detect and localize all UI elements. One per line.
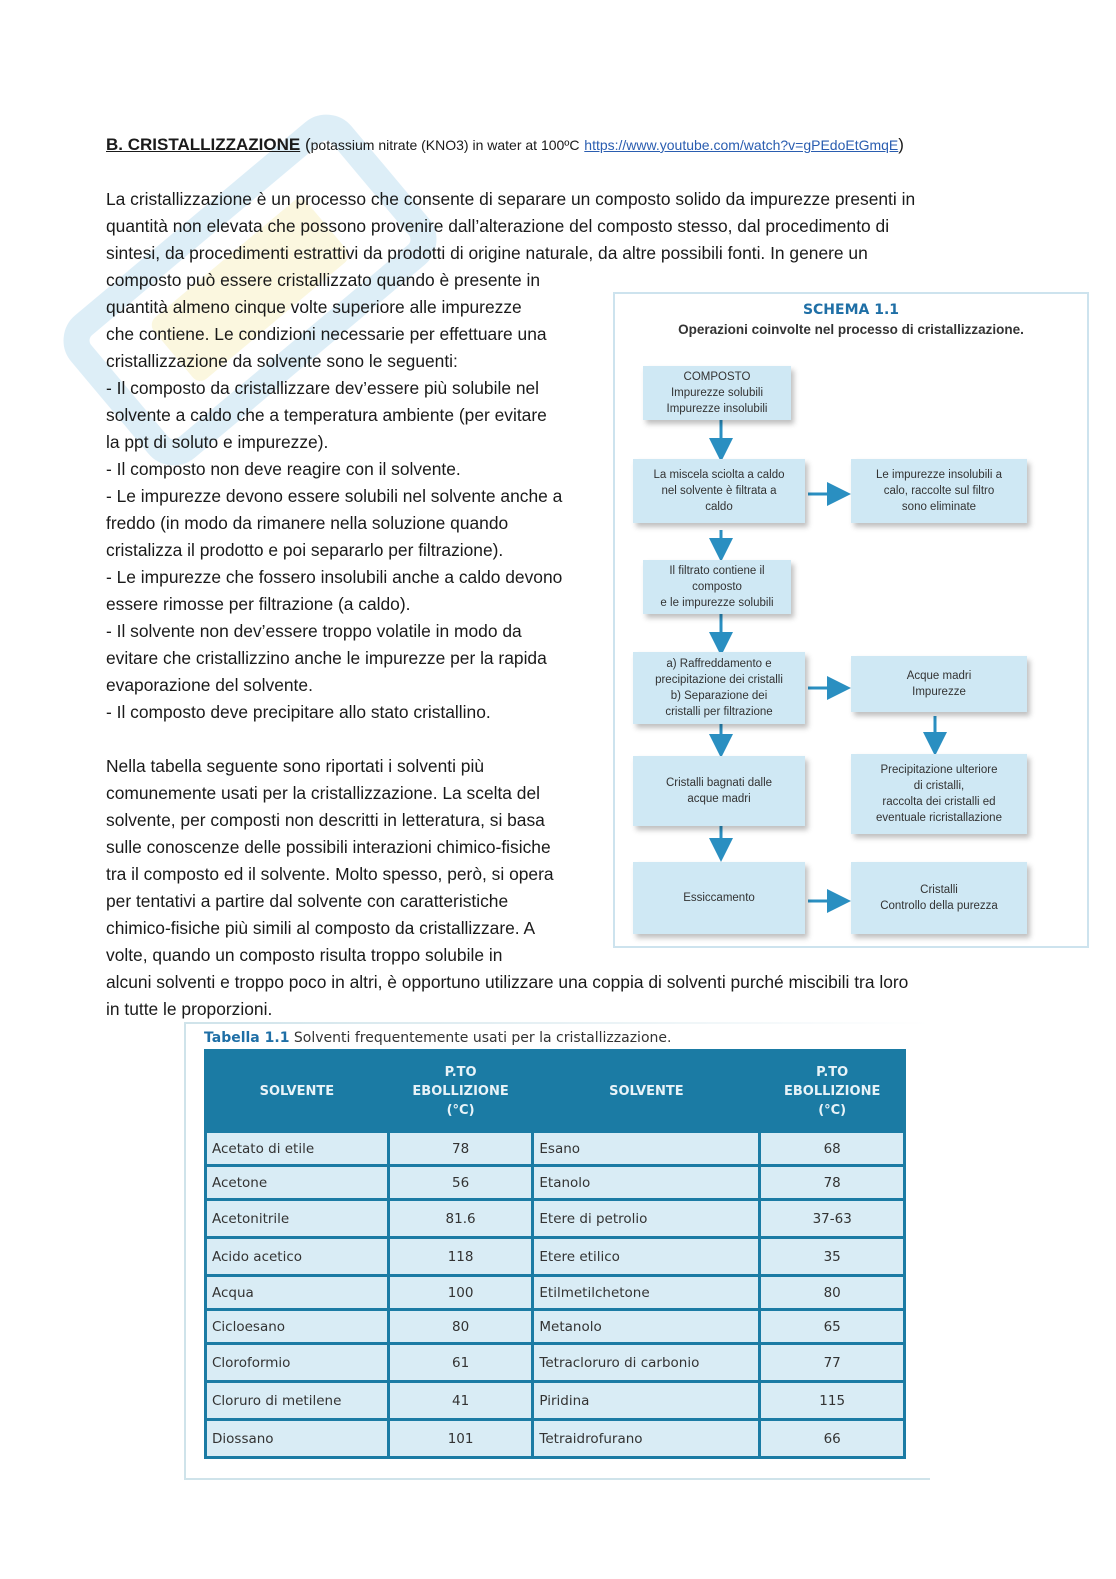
header-solvent-2: SOLVENTE bbox=[533, 1051, 760, 1132]
boiling-point-cell: 80 bbox=[760, 1276, 905, 1310]
header-solvent-1: SOLVENTE bbox=[206, 1051, 389, 1132]
schema-box-wet-crystals: Cristalli bagnati dalle acque madri bbox=[633, 756, 805, 826]
solvent-name-cell: Cloruro di metilene bbox=[206, 1382, 389, 1420]
table-caption-label: Tabella 1.1 bbox=[204, 1030, 290, 1046]
boiling-point-cell: 80 bbox=[388, 1310, 533, 1344]
table-row bbox=[206, 1166, 905, 1200]
section-title: B. CRISTALLIZZAZIONE bbox=[106, 135, 301, 154]
text-line: quantità non elevata che possono provenire dall’alterazione del composto stesso, dal procedimento di bbox=[106, 216, 890, 236]
solvent-name-cell: Cicloesano bbox=[206, 1310, 389, 1344]
boiling-point-cell: 37-63 bbox=[760, 1200, 905, 1238]
text-line: essere rimosse per filtrazione (a caldo). bbox=[106, 594, 411, 614]
schema-box-purity-check: Cristalli Controllo della purezza bbox=[851, 862, 1027, 934]
table-row bbox=[206, 1382, 905, 1420]
open-paren: ( bbox=[304, 135, 311, 154]
text-line: La cristallizzazione è un processo che consente di separare un composto solido da impurezze presenti in bbox=[106, 189, 916, 209]
solvent-name-cell: Acido acetico bbox=[206, 1238, 389, 1276]
crystallization-schema bbox=[613, 292, 1089, 948]
table-row bbox=[206, 1238, 905, 1276]
text-line: che contiene. Le condizioni necessarie per effettuare una bbox=[106, 324, 547, 344]
solvent-table-figure bbox=[184, 1022, 930, 1480]
schema-box-further-precipitation: Precipitazione ulteriore di cristalli, raccolta dei cristalli ed eventuale ricristallazione bbox=[851, 754, 1027, 834]
boiling-point-cell: 56 bbox=[388, 1166, 533, 1200]
table-caption bbox=[204, 1030, 671, 1046]
solvent-name-cell: Acetonitrile bbox=[206, 1200, 389, 1238]
header-boiling-1: P.TO EBOLLIZIONE (°C) bbox=[388, 1051, 533, 1132]
solvent-name-cell: Acetato di etile bbox=[206, 1132, 389, 1166]
solvent-name-cell: Etilmetilchetone bbox=[533, 1276, 760, 1310]
text-line: cristallizzazione da solvente sono le seguenti: bbox=[106, 351, 458, 371]
boiling-point-cell: 66 bbox=[760, 1420, 905, 1458]
boiling-point-cell: 61 bbox=[388, 1344, 533, 1382]
boiling-point-cell: 41 bbox=[388, 1382, 533, 1420]
video-link[interactable]: https://www.youtube.com/watch?v=gPEdoEtGmqE bbox=[584, 137, 899, 153]
schema-title: SCHEMA 1.1 bbox=[802, 302, 900, 318]
text-line: - Le impurezze che fossero insolubili anche a caldo devono bbox=[106, 567, 563, 587]
boiling-point-cell: 78 bbox=[388, 1132, 533, 1166]
solvent-name-cell: Acqua bbox=[206, 1276, 389, 1310]
solvent-name-cell: Etere di petrolio bbox=[533, 1200, 760, 1238]
solvent-name-cell: Diossano bbox=[206, 1420, 389, 1458]
schema-box-compound: COMPOSTO Impurezze solubili Impurezze insolubili bbox=[643, 366, 791, 420]
text-line: Nella tabella seguente sono riportati i solventi più bbox=[106, 756, 484, 776]
boiling-point-cell: 65 bbox=[760, 1310, 905, 1344]
text-line: per tentativi a partire dal solvente con caratteristiche bbox=[106, 891, 509, 911]
solvent-name-cell: Esano bbox=[533, 1132, 760, 1166]
text-line: - Il composto deve precipitare allo stato cristallino. bbox=[106, 702, 491, 722]
text-line: evaporazione del solvente. bbox=[106, 675, 313, 695]
boiling-point-cell: 115 bbox=[760, 1382, 905, 1420]
text-line: la ppt di soluto e impurezze). bbox=[106, 432, 329, 452]
text-line: chimico-fisiche più simili al composto da cristallizzare. A bbox=[106, 918, 536, 938]
header-boiling-2: P.TO EBOLLIZIONE (°C) bbox=[760, 1051, 905, 1132]
text-line: - Il solvente non dev’essere troppo volatile in modo da bbox=[106, 621, 522, 641]
boiling-point-cell: 118 bbox=[388, 1238, 533, 1276]
text-line: volte, quando un composto risulta troppo solubile in bbox=[106, 945, 503, 965]
boiling-point-cell: 81.6 bbox=[388, 1200, 533, 1238]
schema-box-filtrate: Il filtrato contiene il composto e le impurezze solubili bbox=[643, 560, 791, 614]
boiling-point-cell: 101 bbox=[388, 1420, 533, 1458]
text-line: comunemente usati per la cristallizzazione. La scelta del bbox=[106, 783, 541, 803]
text-line: composto può essere cristallizzato quando è presente in bbox=[106, 270, 541, 290]
text-line: sulle conoscenze delle possibili interazioni chimico-fisiche bbox=[106, 837, 551, 857]
text-line: - Le impurezze devono essere solubili nel solvente anche a bbox=[106, 486, 563, 506]
solvent-name-cell: Etanolo bbox=[533, 1166, 760, 1200]
text-line: - Il composto non deve reagire con il solvente. bbox=[106, 459, 461, 479]
text-line: - Il composto da cristallizzare dev’essere più solubile nel bbox=[106, 378, 540, 398]
boiling-point-cell: 78 bbox=[760, 1166, 905, 1200]
text-line: evitare che cristallizzino anche le impurezze per la rapida bbox=[106, 648, 547, 668]
solvent-name-cell: Cloroformio bbox=[206, 1344, 389, 1382]
text-line: alcuni solventi e troppo poco in altri, è opportuno utilizzare una coppia di solventi purché miscibili tra loro bbox=[106, 972, 909, 992]
text-line: freddo (in modo da rimanere nella soluzione quando bbox=[106, 513, 509, 533]
schema-box-mother-liquor: Acque madri Impurezze bbox=[851, 656, 1027, 712]
table-header-row bbox=[206, 1051, 905, 1132]
text-line: solvente, per composti non descritti in letteratura, si basa bbox=[106, 810, 545, 830]
table-caption-text: Solventi frequentemente usati per la cristallizzazione. bbox=[293, 1030, 672, 1046]
text-line: cristalizza il prodotto e poi separarlo per filtrazione). bbox=[106, 540, 504, 560]
schema-box-cooling: a) Raffreddamento e precipitazione dei cristalli b) Separazione dei cristalli per filtrazione bbox=[633, 652, 805, 724]
heading-note: potassium nitrate (KNO3) in water at 100ºC bbox=[310, 137, 580, 153]
table-row bbox=[206, 1344, 905, 1382]
table-row bbox=[206, 1310, 905, 1344]
table-row bbox=[206, 1132, 905, 1166]
solvent-name-cell: Tetracloruro di carbonio bbox=[533, 1344, 760, 1382]
solvent-table bbox=[204, 1049, 906, 1459]
text-line: solvente a caldo che a temperatura ambiente (per evitare bbox=[106, 405, 547, 425]
schema-subtitle: Operazioni coinvolte nel processo di cristallizzazione. bbox=[678, 322, 1024, 337]
text-line: in tutte le proporzioni. bbox=[106, 999, 273, 1019]
solvent-name-cell: Piridina bbox=[533, 1382, 760, 1420]
boiling-point-cell: 68 bbox=[760, 1132, 905, 1166]
boiling-point-cell: 35 bbox=[760, 1238, 905, 1276]
schema-box-hot-filtration: La miscela sciolta a caldo nel solvente è filtrata a caldo bbox=[633, 459, 805, 523]
text-line: sintesi, da procedimenti estrattivi da prodotti di origine naturale, da altre possibili fonti. In genere un bbox=[106, 243, 868, 263]
text-line: tra il composto ed il solvente. Molto spesso, però, si opera bbox=[106, 864, 554, 884]
solvent-name-cell: Etere etilico bbox=[533, 1238, 760, 1276]
solvent-name-cell: Acetone bbox=[206, 1166, 389, 1200]
solvent-name-cell: Metanolo bbox=[533, 1310, 760, 1344]
table-row bbox=[206, 1276, 905, 1310]
section-heading bbox=[106, 133, 1026, 157]
close-paren: ) bbox=[898, 135, 904, 154]
boiling-point-cell: 77 bbox=[760, 1344, 905, 1382]
schema-box-drying: Essiccamento bbox=[633, 862, 805, 934]
table-row bbox=[206, 1420, 905, 1458]
schema-box-insoluble-impurities: Le impurezze insolubili a calo, raccolte sul filtro sono eliminate bbox=[851, 459, 1027, 523]
text-line: quantità almeno cinque volte superiore alle impurezze bbox=[106, 297, 522, 317]
table-row bbox=[206, 1200, 905, 1238]
boiling-point-cell: 100 bbox=[388, 1276, 533, 1310]
solvent-name-cell: Tetraidrofurano bbox=[533, 1420, 760, 1458]
